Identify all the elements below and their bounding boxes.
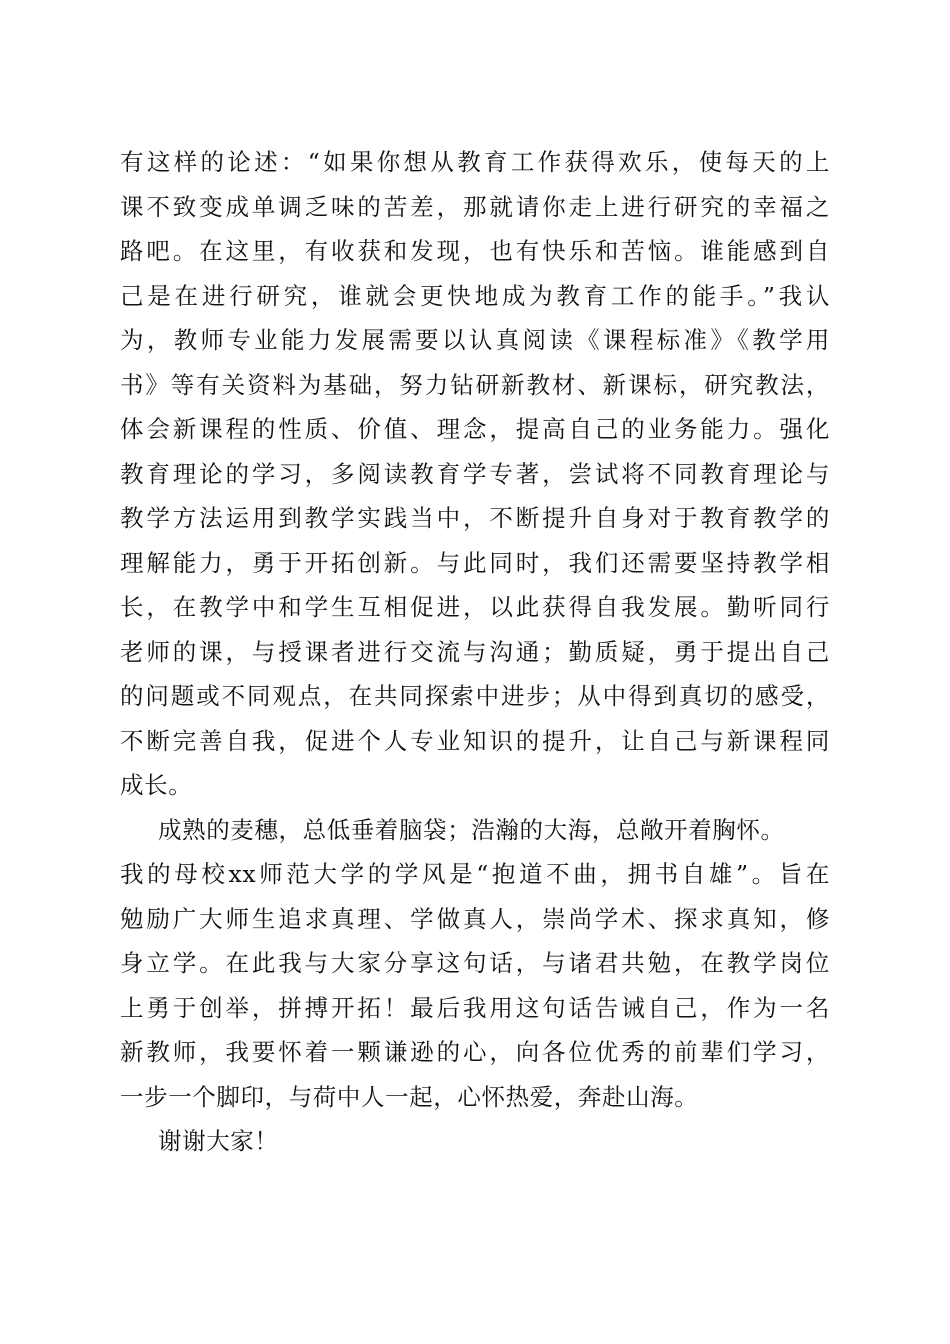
paragraph-3	[120, 1119, 830, 1164]
text-line: 为，教师专业能力发展需要以认真阅读《课程标准》《教学用	[120, 326, 830, 354]
text-line: 成熟的麦穗，总低垂着脑袋；浩瀚的大海，总敞开着胸怀。	[158, 815, 785, 844]
text-line: 上勇于创举，拼搏开拓！最后我用这句话告诫自己，作为一名	[120, 993, 830, 1022]
text-line: 成长。	[120, 771, 193, 799]
closing-line: 谢谢大家！	[158, 1127, 279, 1155]
text-line: 不断完善自我，促进个人专业知识的提升，让自己与新课程同	[120, 726, 830, 755]
text-line: 体会新课程的性质、价值、理念，提高自己的业务能力。强化	[120, 415, 830, 443]
text-line: 身立学。在此我与大家分享这句话，与诸君共勉，在教学岗位	[120, 949, 830, 977]
text-line: 长，在教学中和学生互相促进，以此获得自我发展。勤听同行	[120, 593, 830, 621]
text-line: 书》等有关资料为基础，努力钻研新教材、新课标，研究教法，	[120, 370, 830, 399]
text-line: 新教师，我要怀着一颗谦逊的心，向各位优秀的前辈们学习，	[120, 1038, 830, 1066]
text-line: 我的母校xx师范大学的学风是“抱道不曲，拥书自雄”。旨在	[120, 860, 830, 888]
text-line: 教学方法运用到教学实践当中，不断提升自身对于教育教学的	[120, 504, 830, 532]
text-line: 勉励广大师生追求真理、学做真人，崇尚学术、探求真知，修	[120, 904, 830, 933]
text-line: 的问题或不同观点，在共同探索中进步；从中得到真切的感受，	[120, 682, 830, 710]
paragraph-1	[120, 140, 830, 808]
document-body	[120, 140, 830, 1164]
paragraph-2	[120, 808, 830, 1120]
text-line: 路吧。在这里，有收获和发现，也有快乐和苦恼。谁能感到自	[120, 237, 830, 265]
text-line: 老师的课，与授课者进行交流与沟通；勤质疑，勇于提出自己	[120, 637, 830, 666]
text-line: 有这样的论述：“如果你想从教育工作获得欢乐，使每天的上	[120, 148, 830, 176]
text-line: 己是在进行研究，谁就会更快地成为教育工作的能手。”我认	[120, 281, 830, 310]
text-line: 一步一个脚印，与荷中人一起，心怀热爱，奔赴山海。	[120, 1082, 699, 1111]
text-line: 理解能力，勇于开拓创新。与此同时，我们还需要坚持教学相	[120, 548, 830, 577]
text-line: 课不致变成单调乏味的苦差，那就请你走上进行研究的幸福之	[120, 192, 830, 221]
text-line: 教育理论的学习，多阅读教育学专著，尝试将不同教育理论与	[120, 459, 830, 488]
